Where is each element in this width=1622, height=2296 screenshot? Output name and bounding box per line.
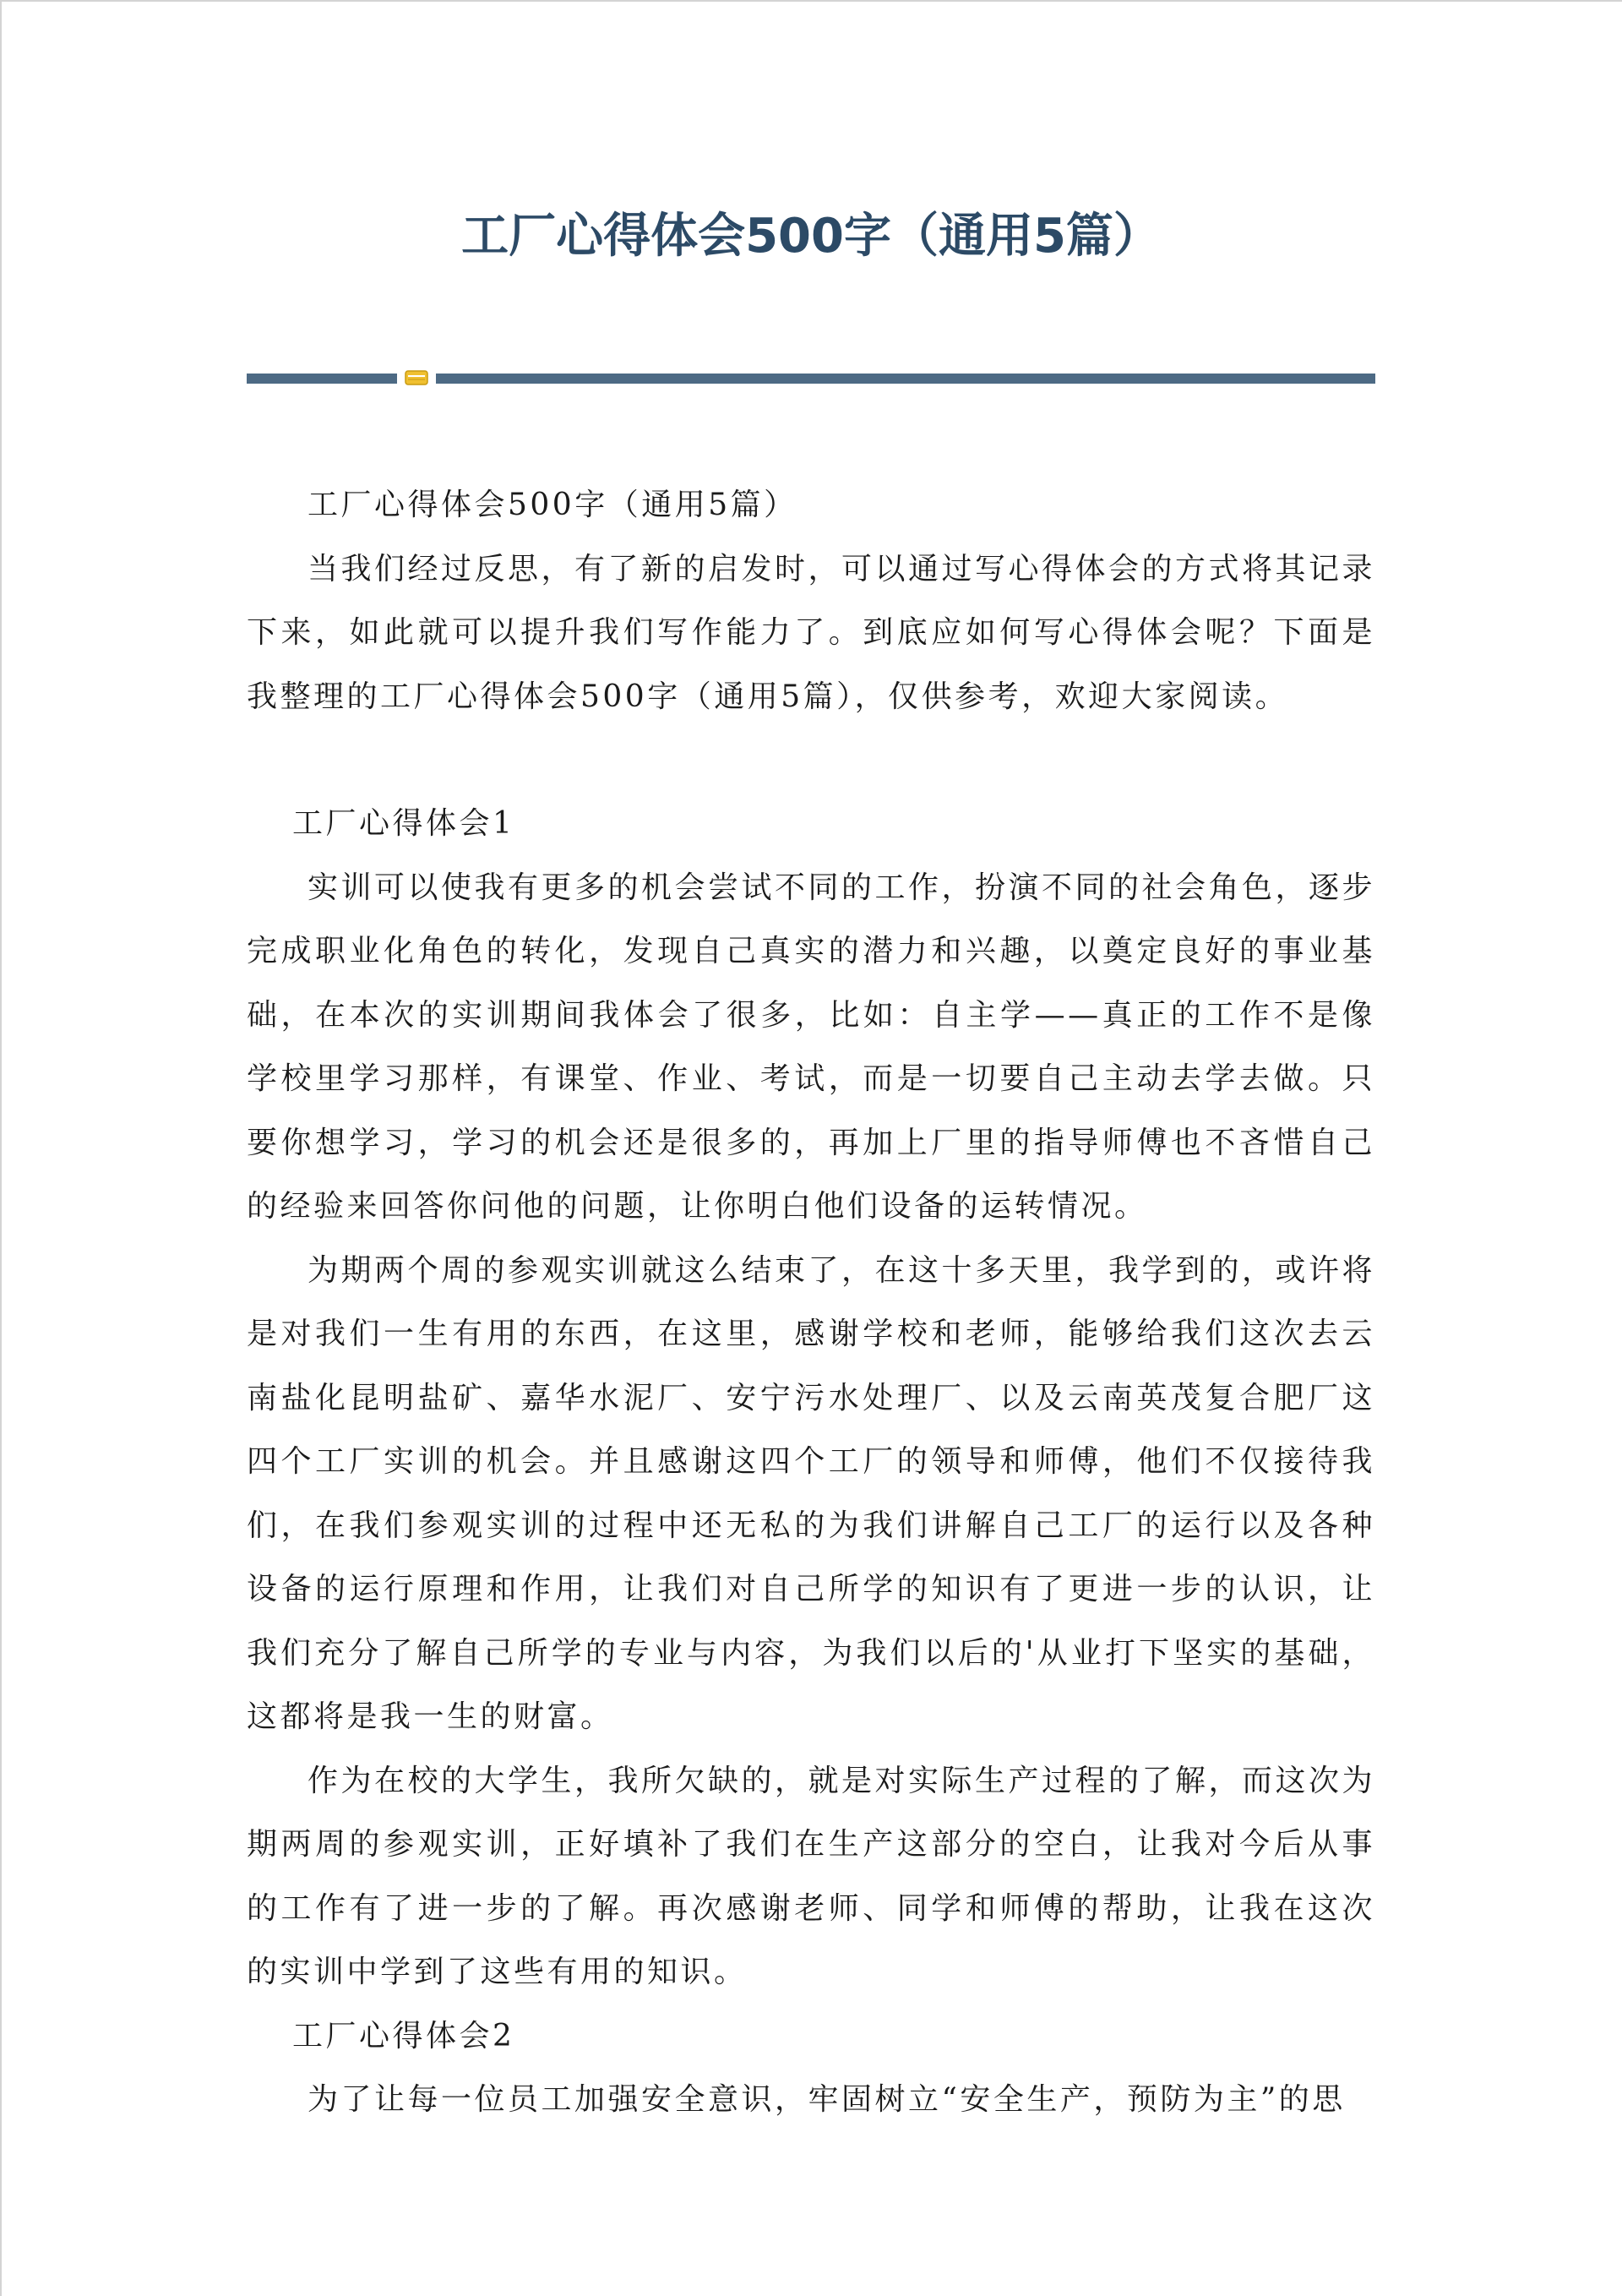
section-1-paragraph-3: 作为在校的大学生，我所欠缺的，就是对实际生产过程的了解，而这次为期两周的参观实训，正好填补了我们在生产这部分的空白，让我对今后从事的工作有了进一步的了解。再次感谢老师、同学和师傅的帮助，让我在这次的实训中学到了这些有用的知识。 [247,1763,1376,1989]
ribbon-ornament-icon [404,365,429,390]
body-subtitle: 工厂心得体会500字（通用5篇） [308,488,797,522]
section-heading-1: 工厂心得体会1 [292,806,515,841]
section-1-paragraph-1: 实训可以使我有更多的机会尝试不同的工作，扮演不同的社会角色，逐步完成职业化角色的转化，发现自己真实的潜力和兴趣，以奠定良好的事业基础，在本次的实训期间我体会了很多，比如：自主学——真正的工作不是像学校里学习那样，有课堂、作业、考试，而是一切要自己主动去学去做。只要你想学习，学习的机会还是很多的，再加上厂里的指导师傅也不吝惜自己的经验来回答你问他的问题，让你明白他们设备的运转情况。 [247,870,1376,1224]
document-body [247,473,1375,2132]
title-divider-left [247,374,397,384]
title-divider-right [436,374,1375,384]
document-title: 工厂心得体会500字（通用5篇） [461,209,1161,264]
section-1-paragraph-2: 为期两个周的参观实训就这么结束了，在这十多天里，我学到的，或许将是对我们一生有用的东西，在这里，感谢学校和老师，能够给我们这次去云南盐化昆明盐矿、嘉华水泥厂、安宁污水处理厂、以及云南英茂复合肥厂这四个工厂实训的机会。并且感谢这四个工厂的领导和师傅，他们不仅接待我们，在我们参观实训的过程中还无私的为我们讲解自己工厂的运行以及各种设备的运行原理和作用，让我们对自己所学的知识有了更进一步的认识，让我们充分了解自己所学的专业与内容，为我们以后的'从业打下坚实的基础，这都将是我一生的财富。 [247,1252,1376,1734]
intro-paragraph: 当我们经过反思，有了新的启发时，可以通过写心得体会的方式将其记录下来，如此就可以提升我们写作能力了。到底应如何写心得体会呢？下面是我整理的工厂心得体会500字（通用5篇），仅供参考，欢迎大家阅读。 [247,551,1376,714]
section-heading-2: 工厂心得体会2 [292,2018,515,2053]
section-2-paragraph-1: 为了让每一位员工加强安全意识，牢固树立“安全生产，预防为主”的思 [308,2082,1346,2117]
page-border-left [0,0,2,2296]
spacer [247,728,1375,792]
page-border-top [0,0,1622,2]
